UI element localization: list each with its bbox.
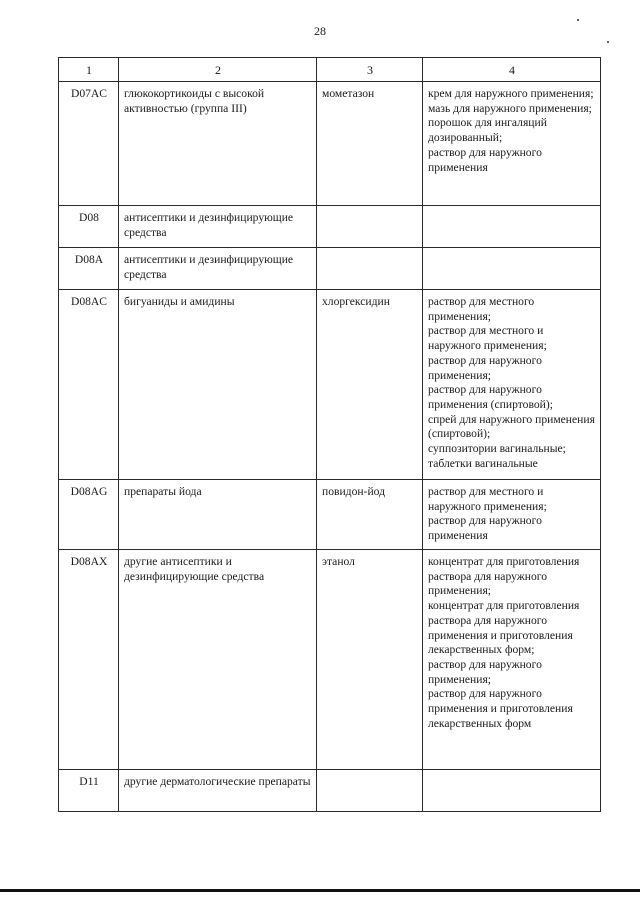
atc-code-cell: D11 bbox=[59, 770, 119, 812]
table-row bbox=[59, 550, 601, 770]
dosage-form-item: раствор для наружного применения (спиртовой); bbox=[428, 383, 553, 411]
active-substance-cell bbox=[317, 770, 423, 812]
pharmacological-group-cell: глюкокортикоиды с высокой активностью (группа III) bbox=[119, 82, 317, 206]
atc-code-cell: D08A bbox=[59, 248, 119, 290]
table-row bbox=[59, 290, 601, 480]
dosage-form-item: раствор для наружного применения и приготовления лекарственных форм bbox=[428, 687, 573, 730]
active-substance-cell: мометазон bbox=[317, 82, 423, 206]
active-substance-cell bbox=[317, 206, 423, 248]
dosage-form-item: раствор для местного и наружного применения; bbox=[428, 485, 547, 513]
dosage-forms-cell bbox=[423, 248, 601, 290]
dosage-form-item: спрей для наружного применения (спиртовой); bbox=[428, 412, 595, 441]
scan-speck bbox=[607, 41, 609, 43]
column-header-4: 4 bbox=[423, 58, 601, 82]
dosage-forms-cell bbox=[423, 550, 601, 770]
pharmacological-group-cell: другие антисептики и дезинфицирующие средства bbox=[119, 550, 317, 770]
dosage-form-item: раствор для наружного применения; bbox=[428, 657, 542, 686]
scan-speck bbox=[577, 19, 579, 21]
dosage-form-item: концентрат для приготовления раствора для наружного применения и приготовления лекарственных форм; bbox=[428, 599, 580, 657]
table-row bbox=[59, 770, 601, 812]
table-row bbox=[59, 82, 601, 206]
column-header-1: 1 bbox=[59, 58, 119, 82]
dosage-forms-cell bbox=[423, 82, 601, 206]
dosage-form-item: раствор для наружного применения bbox=[428, 145, 542, 174]
dosage-form-item: раствор для местного применения; bbox=[428, 295, 535, 323]
dosage-forms-cell bbox=[423, 206, 601, 248]
dosage-form-item: мазь для наружного применения; bbox=[428, 101, 592, 115]
header-row bbox=[59, 58, 601, 82]
atc-code-cell: D08AC bbox=[59, 290, 119, 480]
dosage-form-item: суппозитории вагинальные; bbox=[428, 442, 566, 456]
dosage-form-item: раствор для местного и наружного применения; bbox=[428, 324, 547, 353]
column-header-2: 2 bbox=[119, 58, 317, 82]
dosage-form-item: раствор для наружного применения bbox=[428, 514, 542, 543]
page-number: 28 bbox=[314, 24, 326, 38]
pharmacological-group-cell: другие дерматологические препараты bbox=[119, 770, 317, 812]
active-substance-cell: хлоргексидин bbox=[317, 290, 423, 480]
dosage-form-item: крем для наружного применения; bbox=[428, 87, 594, 100]
dosage-forms-cell bbox=[423, 290, 601, 480]
active-substance-cell bbox=[317, 248, 423, 290]
table-row bbox=[59, 248, 601, 290]
atc-code-cell: D08AX bbox=[59, 550, 119, 770]
medicines-table bbox=[58, 57, 601, 812]
column-header-3: 3 bbox=[317, 58, 423, 82]
dosage-form-item: концентрат для приготовления раствора для наружного применения; bbox=[428, 555, 580, 598]
active-substance-cell: этанол bbox=[317, 550, 423, 770]
dosage-forms-cell bbox=[423, 770, 601, 812]
active-substance-cell: повидон-йод bbox=[317, 480, 423, 550]
atc-code-cell: D08AG bbox=[59, 480, 119, 550]
dosage-forms-cell bbox=[423, 480, 601, 550]
atc-code-cell: D08 bbox=[59, 206, 119, 248]
table-row bbox=[59, 206, 601, 248]
dosage-form-item: таблетки вагинальные bbox=[428, 456, 538, 470]
pharmacological-group-cell: препараты йода bbox=[119, 480, 317, 550]
dosage-form-item: порошок для ингаляций дозированный; bbox=[428, 116, 547, 145]
dosage-form-item: раствор для наружного применения; bbox=[428, 353, 542, 382]
pharmacological-group-cell: антисептики и дезинфицирующие средства bbox=[119, 206, 317, 248]
pharmacological-group-cell: антисептики и дезинфицирующие средства bbox=[119, 248, 317, 290]
pharmacological-group-cell: бигуаниды и амидины bbox=[119, 290, 317, 480]
bottom-border-line bbox=[0, 889, 640, 892]
atc-code-cell: D07AC bbox=[59, 82, 119, 206]
table-row bbox=[59, 480, 601, 550]
